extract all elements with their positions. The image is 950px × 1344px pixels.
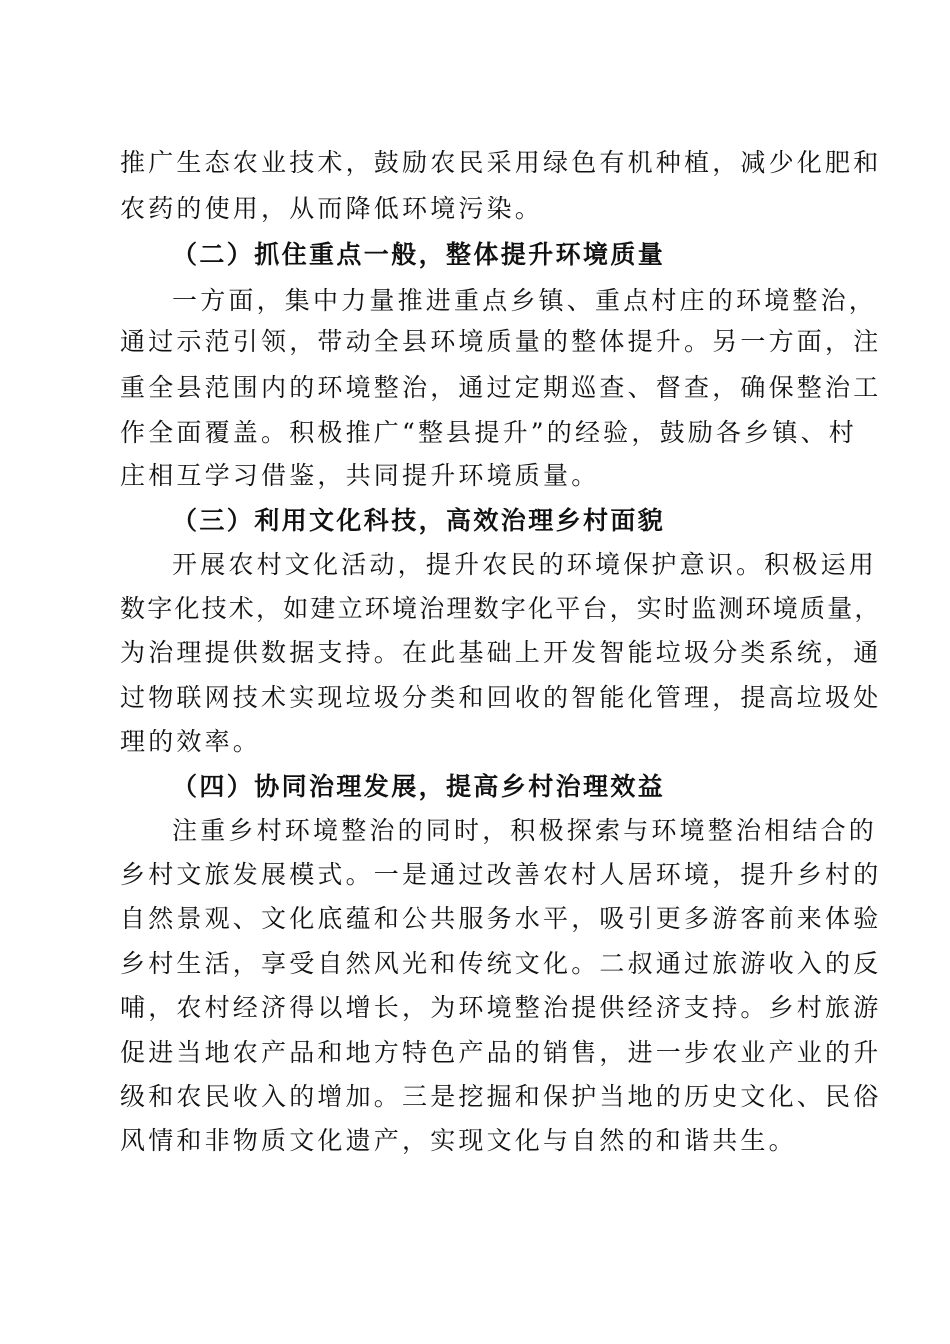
paragraph-line: 推广生态农业技术，鼓励农民采用绿色有机种植，减少化肥和 — [120, 148, 882, 177]
paragraph-line: 注重乡村环境整治的同时，积极探索与环境整治相结合的 — [172, 816, 878, 845]
paragraph-line: 自然景观、文化底蕴和公共服务水平，吸引更多游客前来体验 — [120, 904, 882, 933]
paragraph-line: 级和农民收入的增加。三是挖掘和保护当地的历史文化、民俗 — [120, 1082, 882, 1111]
paragraph-line: 作全面覆盖。积极推广“整县提升”的经验，鼓励各乡镇、村 — [120, 418, 857, 447]
paragraph-line: 庄相互学习借鉴，共同提升环境质量。 — [120, 461, 600, 490]
paragraph-line: 过物联网技术实现垃圾分类和回收的智能化管理，提高垃圾处 — [120, 683, 882, 712]
paragraph-line: 农药的使用，从而降低环境污染。 — [120, 194, 544, 223]
paragraph-line: 风情和非物质文化遗产，实现文化与自然的和谐共生。 — [120, 1126, 797, 1155]
paragraph-line: 通过示范引领，带动全县环境质量的整体提升。另一方面，注 — [120, 327, 882, 356]
paragraph-line: 为治理提供数据支持。在此基础上开发智能垃圾分类系统，通 — [120, 638, 882, 667]
paragraph-line: 促进当地农产品和地方特色产品的销售，进一步农业产业的升 — [120, 1038, 882, 1067]
paragraph-line: 开展农村文化活动，提升农民的环境保护意识。积极运用 — [172, 550, 878, 579]
paragraph-line: 理的效率。 — [120, 727, 262, 756]
paragraph-line: 哺，农村经济得以增长，为环境整治提供经济支持。乡村旅游 — [120, 993, 882, 1022]
paragraph-line: 一方面，集中力量推进重点乡镇、重点村庄的环境整治， — [172, 286, 878, 315]
paragraph-line: 数字化技术，如建立环境治理数字化平台，实时监测环境质量， — [120, 594, 882, 623]
section-heading-4: （四）协同治理发展，提高乡村治理效益 — [172, 772, 666, 801]
paragraph-line: 重全县范围内的环境整治，通过定期巡查、督查，确保整治工 — [120, 373, 882, 402]
section-heading-2: （二）抓住重点一般，整体提升环境质量 — [172, 240, 666, 269]
paragraph-line: 乡村文旅发展模式。一是通过改善农村人居环境，提升乡村的 — [120, 860, 882, 889]
paragraph-line: 乡村生活，享受自然风光和传统文化。二叔通过旅游收入的反 — [120, 949, 882, 978]
section-heading-3: （三）利用文化科技，高效治理乡村面貌 — [172, 506, 666, 535]
